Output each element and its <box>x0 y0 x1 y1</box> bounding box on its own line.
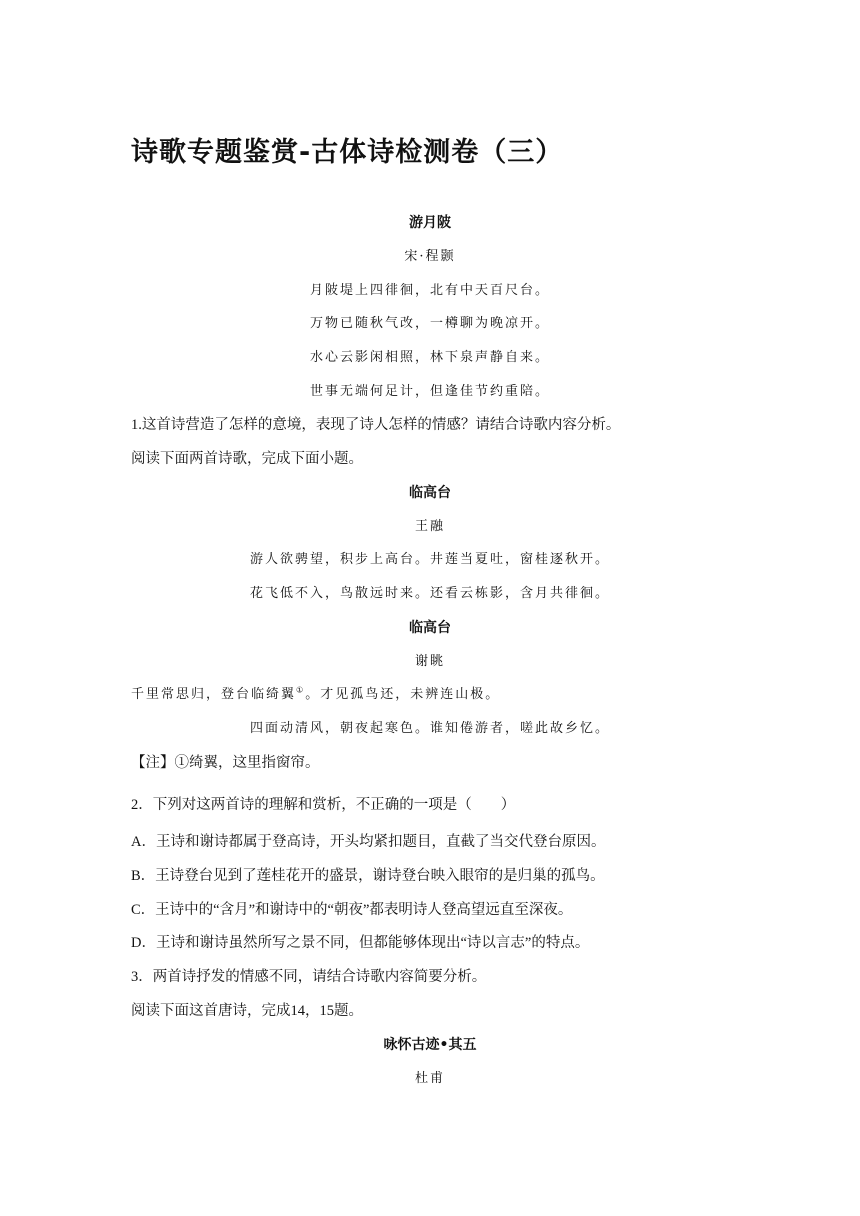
poem3-line-1-text-a: 千里常思归，登台临绮翼 <box>131 687 297 702</box>
poem1-author: 宋·程颢 <box>404 249 456 264</box>
poem3-line-1 <box>131 685 500 705</box>
poem1-line-1: 月陂堤上四徘徊，北有中天百尺台。 <box>309 283 550 298</box>
poem2-line-1: 游人欲骋望，积步上高台。井莲当夏吐，窗桂逐秋开。 <box>249 552 610 567</box>
option-c: C．王诗中的“含月”和谢诗中的“朝夜”都表明诗人登高望远直至深夜。 <box>131 902 573 918</box>
poem3-title: 临高台 <box>409 620 451 636</box>
poem4-author: 杜甫 <box>414 1071 445 1086</box>
reading-instruction-1: 阅读下面两首诗歌，完成下面小题。 <box>131 451 363 467</box>
poem1-line-4: 世事无端何足计，但逢佳节约重陪。 <box>309 384 550 399</box>
poem2-line-2: 花飞低不入，鸟散远时来。还看云栋影，含月共徘徊。 <box>249 586 610 601</box>
option-b: B．王诗登台见到了莲桂花开的盛景，谢诗登台映入眼帘的是归巢的孤鸟。 <box>131 868 605 884</box>
poem3-author: 谢眺 <box>414 654 445 669</box>
poem2-author: 王融 <box>414 519 445 534</box>
option-a: A．王诗和谢诗都属于登高诗，开头均紧扣题目，直截了当交代登台原因。 <box>131 834 606 850</box>
poem4-title: 咏怀古迹•其五 <box>383 1037 477 1053</box>
footnote-marker: ① <box>296 685 306 695</box>
page-title: 诗歌专题鉴赏-古体诗检测卷（三） <box>131 137 564 168</box>
question-1: 1.这首诗营造了怎样的意境，表现了诗人怎样的情感？请结合诗歌内容分析。 <box>131 417 621 433</box>
poem1-line-2: 万物已随秋气改，一樽聊为晚凉开。 <box>309 316 550 331</box>
poem3-line-2: 四面动清风，朝夜起寒色。谁知倦游者，嗟此故乡忆。 <box>249 721 610 736</box>
poem1-title: 游月陂 <box>409 215 451 231</box>
reading-instruction-2: 阅读下面这首唐诗，完成14，15题。 <box>131 1003 363 1019</box>
poem2-title: 临高台 <box>409 485 451 501</box>
footnote: 【注】①绮翼，这里指窗帘。 <box>131 755 320 771</box>
option-d: D．王诗和谢诗虽然所写之景不同，但都能够体现出“诗以言志”的特点。 <box>131 935 590 951</box>
question-2: 2．下列对这两首诗的理解和赏析，不正确的一项是（ ） <box>131 797 516 813</box>
poem3-line-1-text-b: 。才见孤鸟还，未辨连山极。 <box>305 687 501 702</box>
poem1-line-3: 水心云影闲相照，林下泉声静自来。 <box>309 350 550 365</box>
question-3: 3．两首诗抒发的情感不同，请结合诗歌内容简要分析。 <box>131 969 487 985</box>
